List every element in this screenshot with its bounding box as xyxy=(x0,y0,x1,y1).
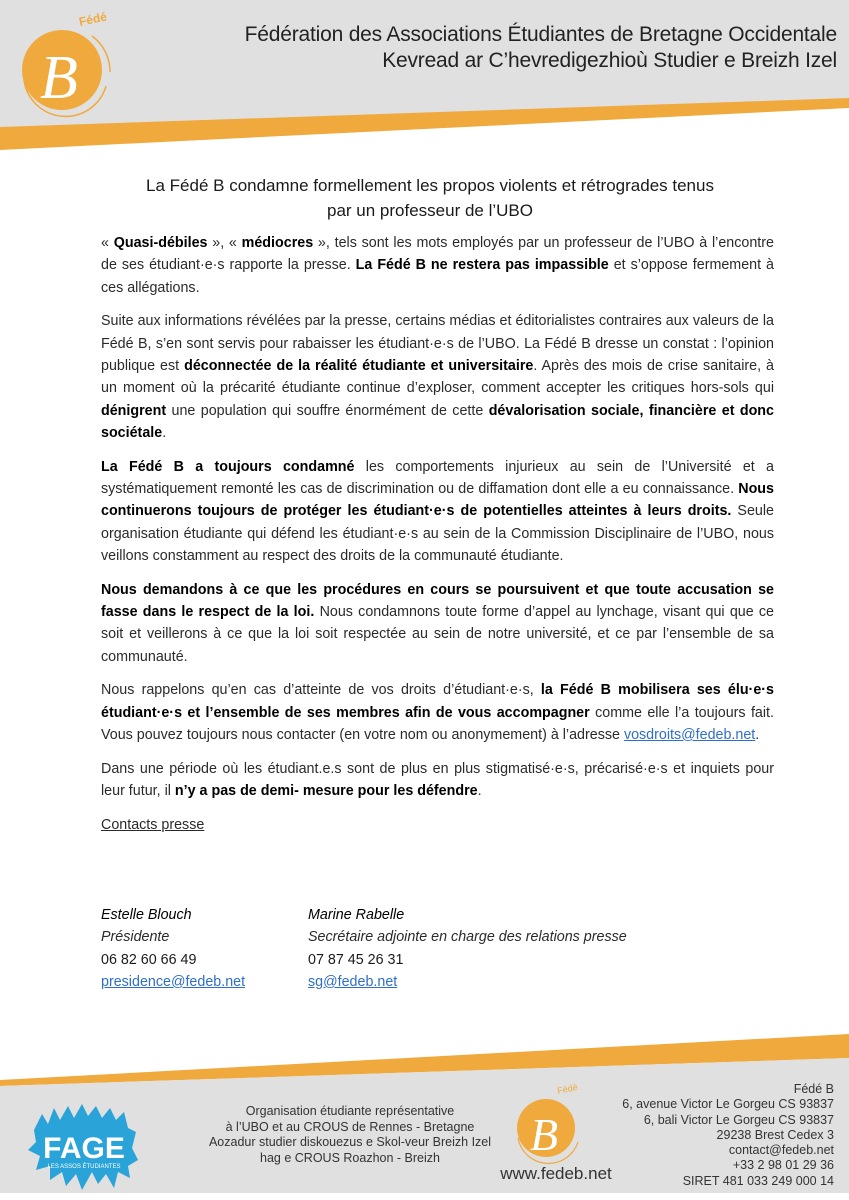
email-link[interactable]: vosdroits@fedeb.net xyxy=(623,726,756,743)
text-run: », tels sont les mots employés par un professeur de l’UBO à l’encontre de ses étudiant·e·s rapporte la presse. xyxy=(101,235,774,274)
emphasized-text: déconnectée de la réalité étudiante et universitaire xyxy=(184,357,534,374)
website-link[interactable]: www.fedeb.net xyxy=(500,1164,612,1183)
text-run: . xyxy=(755,726,760,743)
text-run: . xyxy=(162,424,167,441)
siret-number: SIRET 481 033 249 000 14 xyxy=(682,1173,834,1188)
emphasized-text: Nous continuerons toujours de protéger les étudiant·e·s de potentielles atteintes à leurs droits. xyxy=(101,480,774,520)
fede-b-logo xyxy=(10,6,125,124)
organization-name xyxy=(245,22,837,74)
emphasized-text: n’y a pas de demi- mesure pour les défendre xyxy=(174,783,478,800)
text-run: Dans une période où les étudiant.e.s sont de plus en plus stigmatisé·e·s, précarisé·e·s et inquiets pour leur futur, il xyxy=(101,760,774,800)
paragraph xyxy=(101,579,774,668)
text-run: et s’oppose fermement à ces allégations. xyxy=(101,257,775,296)
press-release-body xyxy=(101,232,774,836)
svg-text:LES ASSOS ÉTUDIANTES: LES ASSOS ÉTUDIANTES xyxy=(47,1164,121,1170)
emphasized-text: dévalorisation sociale, financière et donc sociétale xyxy=(101,402,774,441)
emphasized-text: La Fédé B a toujours condamné xyxy=(101,458,355,475)
emphasized-text: la Fédé B mobilisera ses élu·e·s étudiant·e·s et l’ensemble de ses membres afin de vous accompagner xyxy=(101,682,774,721)
paragraph xyxy=(101,310,774,444)
contact-name: Marine Rabelle xyxy=(308,907,405,923)
press-contacts xyxy=(101,904,708,993)
fage-logo xyxy=(24,1100,144,1192)
contact-phone: 06 82 60 66 49 xyxy=(101,951,197,968)
svg-text:Fédé: Fédé xyxy=(556,1082,579,1096)
contact-card xyxy=(308,904,708,993)
contact-role: Présidente xyxy=(101,929,170,946)
emphasized-text: Nous demandons à ce que les procédures en cours se poursuivent et que toute accusation se fasse dans le respect de la loi. xyxy=(101,581,774,620)
text-run: . xyxy=(477,783,482,800)
svg-text:B: B xyxy=(40,44,78,112)
paragraph xyxy=(101,232,774,299)
paragraph xyxy=(101,456,774,567)
fede-b-footer-logo xyxy=(510,1082,588,1168)
organization-description: Organisation étudiante représentative à l’UBO et au CROUS de Rennes - Bretagne Aozadur studier diskouezus e Skol-veur Breizh Izel hag e CROUS Roazhon - Breizh xyxy=(208,1104,492,1165)
text-run: . Après des mois de crise sanitaire, à un moment où la précarité étudiante continue d’exploser, comment accepter les critiques hors-sols qui xyxy=(101,357,774,397)
contact-email-link[interactable]: sg@fedeb.net xyxy=(308,973,398,990)
svg-text:B: B xyxy=(530,1109,559,1160)
svg-text:FAGE: FAGE xyxy=(43,1132,125,1165)
text-run: une population qui souffre énormément de cette xyxy=(166,402,489,419)
contacts-heading: Contacts presse xyxy=(101,816,205,833)
emphasized-text: Quasi-débiles xyxy=(113,235,208,251)
paragraph xyxy=(101,679,774,746)
contact-name: Estelle Blouch xyxy=(101,907,192,923)
text-run: Nous rappelons qu’en cas d’atteinte de vos droits d’étudiant·e·s, xyxy=(101,682,541,699)
paragraph xyxy=(101,758,774,803)
contact-phone: +33 2 98 01 29 36 xyxy=(732,1158,834,1173)
text-run: Seule organisation étudiante qui défend les étudiant·e·s au sein de la Commission Disciplinaire de l’UBO, nous veillons constamment au respect des droits de la communauté étudiante. xyxy=(101,503,774,564)
text-run: « xyxy=(101,235,114,251)
organization-name-breton: Kevread ar C’hevredigezhioù Studier e Breizh Izel xyxy=(382,49,837,72)
text-run: les comportements injurieux au sein de l’Université et a systématiquement remonté les cas de discrimination ou de diffamation dont elle a eu connaissance. xyxy=(101,458,774,497)
press-release-title: La Fédé B condamne formellement les propos violents et rétrogrades tenus par un professeur de l’UBO xyxy=(146,176,714,220)
emphasized-text: La Fédé B ne restera pas impassible xyxy=(355,257,609,274)
contact-card xyxy=(101,904,308,993)
contact-email[interactable]: contact@fedeb.net xyxy=(728,1143,834,1158)
text-run: Suite aux informations révélées par la presse, certains médias et éditorialistes contraires aux valeurs de la Fédé B, s’en sont servis pour rabaisser les étudiant·e·s de l’UBO. La Fédé B dresse un constat : l’opinion publique est xyxy=(101,313,774,374)
emphasized-text: médiocres xyxy=(241,235,314,251)
contact-phone: 07 87 45 26 31 xyxy=(308,951,404,968)
text-run: », « xyxy=(207,235,242,251)
postal-address: Fédé B 6, avenue Victor Le Gorgeu CS 93837 6, bali Victor Le Gorgeu CS 93837 29238 Brest Cedex 3 contact@fedeb.net +33 2 98 01 29 36 SIRET 481 033 249 000 14 xyxy=(622,1082,834,1188)
emphasized-text: dénigrent xyxy=(101,402,167,419)
organization-name-french: Fédération des Associations Étudiantes de Bretagne Occidentale xyxy=(244,23,837,46)
text-run: comme elle l’a toujours fait. Vous pouvez toujours nous contacter (en votre nom ou anonymement) à l’adresse xyxy=(101,704,774,743)
text-run: Nous condamnons toute forme d’appel au lynchage, visant qui que ce soit et veillerons à ce que la loi soit respectée au sein de notre université, et ce par l’ensemble de sa communauté. xyxy=(101,603,775,665)
contact-role: Secrétaire adjointe en charge des relations presse xyxy=(308,929,627,946)
svg-text:Fédé: Fédé xyxy=(77,9,109,29)
contact-email-link[interactable]: presidence@fedeb.net xyxy=(101,973,246,990)
